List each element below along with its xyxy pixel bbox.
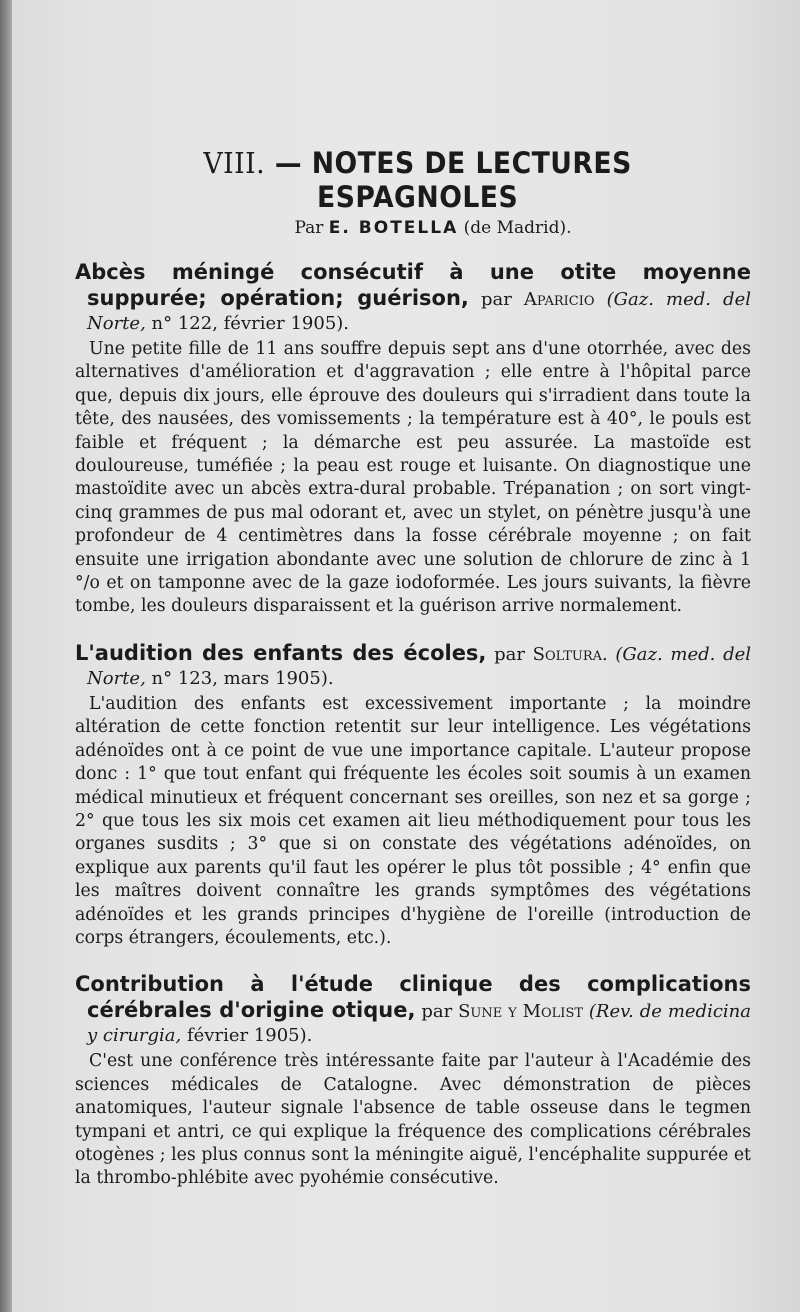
article-details: n° 123, mars 1905). <box>145 667 334 689</box>
section-title-text: NOTES DE LECTURES ESPAGNOLES <box>311 146 632 214</box>
article-body: L'audition des enfants est excessivement importante ; la moindre altération de cette fonction retentit sur leur intelligence. Les végétations adénoïdes ont à ce point de vue une importance capitale. L'auteur propose donc : 1° que tout enfant qui fréquente les écoles soit soumis à un examen médical minutieux et fréquent concernant ses oreilles, son nez et sa gorge ; 2° que tous les six mois cet examen ait lieu méthodiquement pour tous les organes susdits ; 3° que si on constate des végétations adénoïdes, on explique aux parents qu'il faut les opérer le plus tôt possible ; 4° enfin que les maîtres doivent connaître les grands symptômes des végétations adénoïdes et les grands principes d'hygiène de l'oreille (introduction de corps étrangers, écoulements, etc.). <box>75 693 751 948</box>
article-source: (Rev. de medicina y cirurgia, <box>87 1001 751 1047</box>
article-heading <box>75 260 751 336</box>
article-by: par <box>486 643 533 665</box>
section-dash: — <box>265 146 312 180</box>
article-details: février 1905). <box>181 1025 313 1047</box>
article-3 <box>75 972 751 1190</box>
article-author: Sune y Molist <box>458 1001 584 1023</box>
article-source: (Gaz. med. del Norte, <box>87 289 751 334</box>
article-title: L'audition des enfants des écoles, <box>75 640 487 665</box>
byline-prefix: Par <box>294 218 329 238</box>
page <box>12 0 800 1312</box>
article-2 <box>75 641 751 950</box>
page-content <box>75 146 751 1191</box>
article-heading <box>75 972 751 1048</box>
section-title <box>102 146 724 214</box>
article-author: Aparicio <box>523 289 595 310</box>
article-title: Contribution à l'étude clinique des complications cérébrales d'origine otique, <box>75 972 751 1023</box>
article-author: Soltura. <box>532 643 608 665</box>
article-by: par <box>468 289 524 310</box>
section-number: VIII. <box>203 146 266 180</box>
byline-author: E. BOTELLA <box>328 218 459 238</box>
article-title: Abcès méningé consécutif à une otite moyenne suppurée; opération; guérison, <box>75 260 751 310</box>
article-by: par <box>415 1001 459 1023</box>
section-byline <box>75 218 751 238</box>
article-heading <box>75 641 751 691</box>
article-body: C'est une conférence très intéressante faite par l'auteur à l'Académie des sciences médicales de Catalogne. Avec démonstration de pièces anatomiques, l'auteur signale l'absence de table osseuse dans le tegmen tympani et antri, ce qui explique la fréquence des complications cérébrales otogènes ; les plus connus sont la méningite aiguë, l'encéphalite suppurée et la thrombo-phlébite avec pyohémie consécutive. <box>75 1051 751 1189</box>
byline-suffix: (de Madrid). <box>458 218 572 238</box>
article-source: (Gaz. med. del Norte, <box>87 643 751 689</box>
article-details: n° 122, février 1905). <box>145 313 350 334</box>
scan-left-edge <box>0 0 12 1312</box>
article-1 <box>75 260 751 619</box>
article-body: Une petite fille de 11 ans souffre depuis sept ans d'une otorrhée, avec des alternatives d'amélioration et d'aggravation ; elle entre à l'hôpital parce que, depuis dix jours, elle éprouve des douleurs qui s'irradient dans toute la tête, des nausées, des vomissements ; la température est à 40°, le pouls est faible et fréquent ; la démarche est peu assurée. La mastoïde est douloureuse, tuméfiée ; la peau est rouge et luisante. On diagnostique une mastoïdite avec un abcès extra-dural probable. Trépanation ; on sort vingt-cinq grammes de pus mal odorant et, avec un stylet, on pénètre jusqu'à une profondeur de 4 centimètres dans la fosse cérébrale moyenne ; on fait ensuite une irrigation abondante avec une solution de chlorure de zinc à 1 °/o et on tamponne avec de la gaze iodoformée. Les jours suivants, la fièvre tombe, les douleurs disparaissent et la guérison arrive normalement. <box>75 339 751 617</box>
